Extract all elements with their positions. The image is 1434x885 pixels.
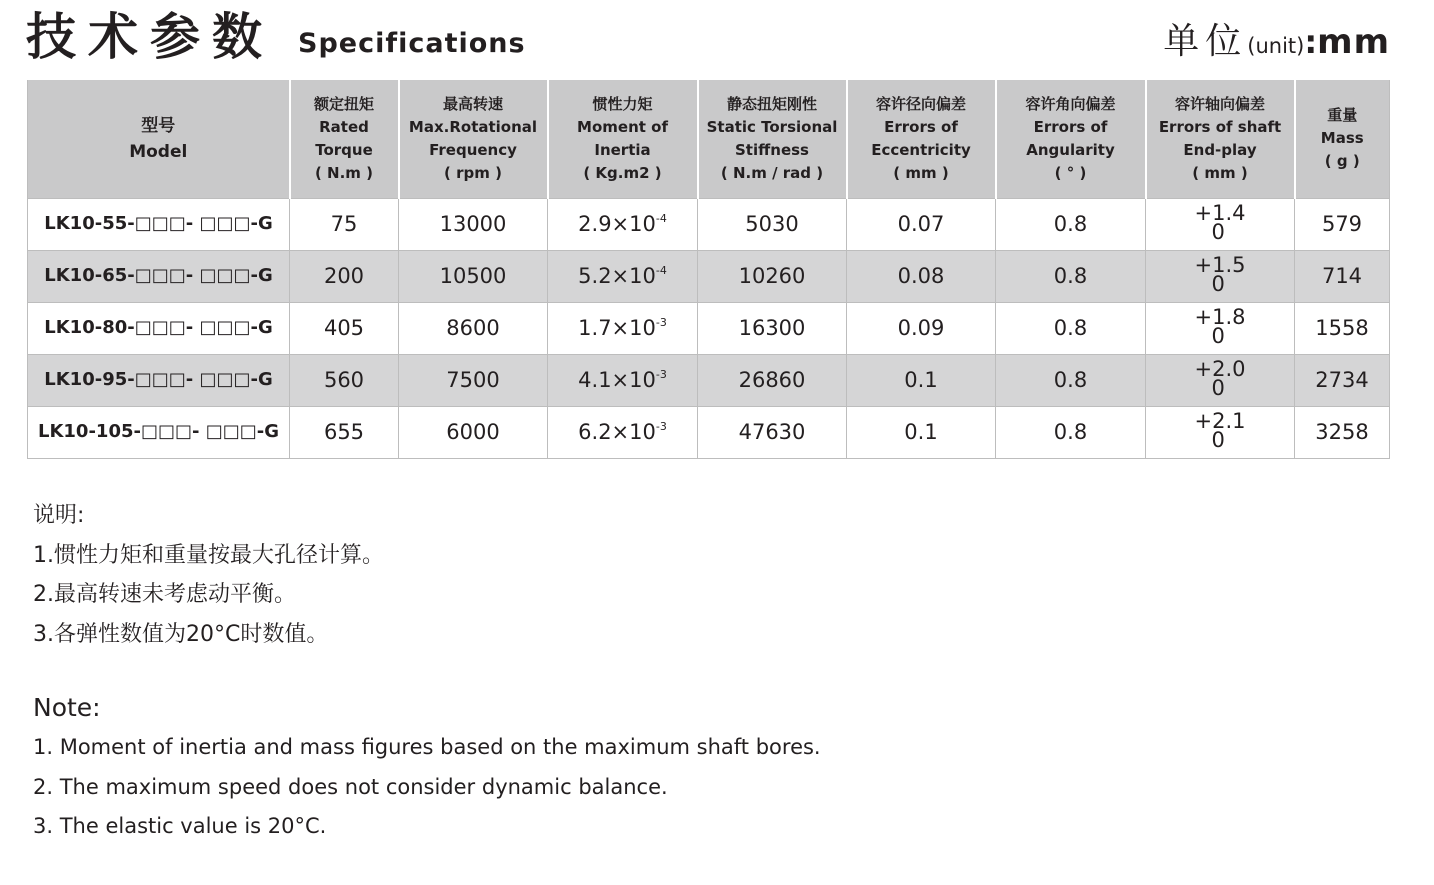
notes-en-item: 1. Moment of inertia and mass figures based on the maximum shaft bores. [33,735,821,759]
model-cell: LK10-95-□□□- □□□-G [28,354,290,406]
unit-colon: : [1304,23,1318,61]
eccentricity-cell: 0.08 [847,250,996,302]
model-cell: LK10-80-□□□- □□□-G [28,302,290,354]
inertia-exponent: -3 [655,420,667,433]
inertia-base: 6.2×10 [578,420,656,444]
unit-value: mm [1317,22,1390,62]
stiffness-cell: 16300 [698,302,847,354]
endplay-tolerance [1194,201,1246,244]
speed-cell: 10500 [399,250,548,302]
endplay-lower: 0 [1211,428,1225,452]
column-header [399,80,548,198]
column-header [548,80,698,198]
inertia-cell [548,198,698,250]
stiffness-cell: 47630 [698,406,847,458]
endplay-cell [1146,406,1295,458]
inertia-cell [548,250,698,302]
column-header-line: Stiffness [735,140,809,159]
column-header-line: ( rpm ) [444,163,502,182]
stiffness-cell: 5030 [698,198,847,250]
column-header [1146,80,1295,198]
inertia-exponent: -3 [655,368,667,381]
column-header-line: Static Torsional [706,117,838,136]
mass-cell: 3258 [1295,406,1390,458]
column-header-line: ( Kg.m2 ) [583,163,662,182]
eccentricity-cell: 0.07 [847,198,996,250]
column-header-line: 容许轴向偏差 [1174,94,1265,113]
column-header-line: Errors of [884,117,958,136]
endplay-tolerance [1194,357,1246,400]
mass-cell: 714 [1295,250,1390,302]
column-header-line: 额定扭矩 [313,94,374,113]
speed-cell: 7500 [399,354,548,406]
model-cell: LK10-55-□□□- □□□-G [28,198,290,250]
endplay-upper: +1.5 [1194,253,1246,277]
notes-en-item: 2. The maximum speed does not consider dynamic balance. [33,774,668,799]
notes-en-list [33,728,821,847]
column-header-line: Model [129,141,188,162]
inertia-base: 5.2×10 [578,264,656,288]
column-header-line: ( ° ) [1054,163,1087,182]
mass-cell: 579 [1295,198,1390,250]
column-header-line: Rated [319,117,369,136]
angularity-cell: 0.8 [996,250,1146,302]
column-header-line: Eccentricity [871,140,971,159]
notes-en-item: 3. The elastic value is 20°C. [33,814,327,838]
mass-cell: 2734 [1295,354,1390,406]
unit-indicator [1163,18,1390,72]
endplay-upper: +2.0 [1194,357,1246,381]
column-header-line: Frequency [429,140,517,159]
notes-cn [33,496,384,654]
angularity-cell: 0.8 [996,198,1146,250]
torque-cell: 405 [290,302,399,354]
column-header-line: Errors of [1033,117,1108,136]
torque-cell: 655 [290,406,399,458]
stiffness-cell: 10260 [698,250,847,302]
endplay-tolerance [1194,305,1246,348]
column-header-line: Moment of [577,117,668,136]
endplay-lower: 0 [1211,376,1225,400]
endplay-upper: +2.1 [1194,409,1246,433]
angularity-cell: 0.8 [996,406,1146,458]
eccentricity-cell: 0.09 [847,302,996,354]
stiffness-cell: 26860 [698,354,847,406]
column-header [847,80,996,198]
endplay-cell [1146,198,1295,250]
column-header-line: Errors of shaft [1158,117,1282,136]
torque-cell: 560 [290,354,399,406]
header-row [28,80,1390,198]
column-header [698,80,847,198]
unit-label-cn: 单位 [1163,21,1248,62]
torque-cell: 75 [290,198,399,250]
torque-cell: 200 [290,250,399,302]
inertia-exponent: -4 [655,212,667,225]
spec-table [27,80,1390,459]
table-row [28,354,1390,406]
endplay-cell [1146,354,1295,406]
endplay-lower: 0 [1211,220,1225,244]
endplay-tolerance [1194,409,1246,452]
inertia-cell [548,302,698,354]
inertia-cell [548,354,698,406]
inertia-base: 1.7×10 [578,316,656,340]
inertia-cell [548,406,698,458]
table-row [28,198,1390,250]
endplay-lower: 0 [1211,324,1225,348]
eccentricity-cell: 0.1 [847,406,996,458]
page-title-cn: 技术参数 [26,8,274,66]
column-header-line: ( N.m / rad ) [720,163,824,182]
table-row [28,406,1390,458]
column-header-line: Torque [315,140,373,159]
column-header-line: Angularity [1026,140,1115,159]
endplay-cell [1146,250,1295,302]
column-header-line: 型号 [141,115,176,136]
notes-cn-item: 3.各弹性数值为20°C时数值。 [33,621,329,647]
column-header-line: 静态扭矩刚性 [726,94,817,113]
column-header-line: 最高转速 [442,94,503,113]
column-header-line: Mass [1320,129,1364,148]
mass-cell: 1558 [1295,302,1390,354]
column-header-line: 惯性力矩 [592,94,653,113]
eccentricity-cell: 0.1 [847,354,996,406]
endplay-upper: +1.4 [1194,201,1246,225]
column-header-line: ( N.m ) [314,163,374,182]
column-header-line: Max.Rotational [408,117,538,136]
column-header-line: 容许径向偏差 [875,94,966,113]
endplay-tolerance [1194,253,1246,296]
table-row [28,250,1390,302]
angularity-cell: 0.8 [996,354,1146,406]
notes-en [33,688,821,847]
column-header [28,80,290,198]
unit-label-en: (unit) [1247,34,1305,58]
title-row [26,4,1390,70]
column-header [1295,80,1390,198]
inertia-exponent: -4 [655,264,667,277]
notes-cn-item: 1.惯性力矩和重量按最大孔径计算。 [33,542,384,568]
page-title-en: Specifications [298,28,526,59]
inertia-base: 4.1×10 [578,368,656,392]
column-header [290,80,399,198]
endplay-cell [1146,302,1295,354]
angularity-cell: 0.8 [996,302,1146,354]
column-header-line: ( g ) [1324,152,1360,171]
notes-cn-item: 2.最高转速未考虑动平衡。 [33,582,296,607]
model-cell: LK10-65-□□□- □□□-G [28,250,290,302]
column-header-line: Inertia [594,140,651,159]
endplay-lower: 0 [1211,272,1225,296]
notes-cn-heading: 说明: [33,503,85,528]
speed-cell: 6000 [399,406,548,458]
column-header [996,80,1146,198]
inertia-base: 2.9×10 [578,212,656,236]
table-body [28,198,1390,458]
column-header-line: End-play [1183,140,1257,159]
notes-en-heading: Note: [33,693,101,722]
table-row [28,302,1390,354]
column-header-line: 重量 [1327,106,1358,125]
column-header-line: 容许角向偏差 [1025,94,1116,113]
endplay-upper: +1.8 [1194,305,1246,329]
model-cell: LK10-105-□□□- □□□-G [28,406,290,458]
speed-cell: 13000 [399,198,548,250]
inertia-exponent: -3 [655,316,667,329]
column-header-line: ( mm ) [893,163,949,182]
column-header-line: ( mm ) [1192,163,1248,182]
speed-cell: 8600 [399,302,548,354]
